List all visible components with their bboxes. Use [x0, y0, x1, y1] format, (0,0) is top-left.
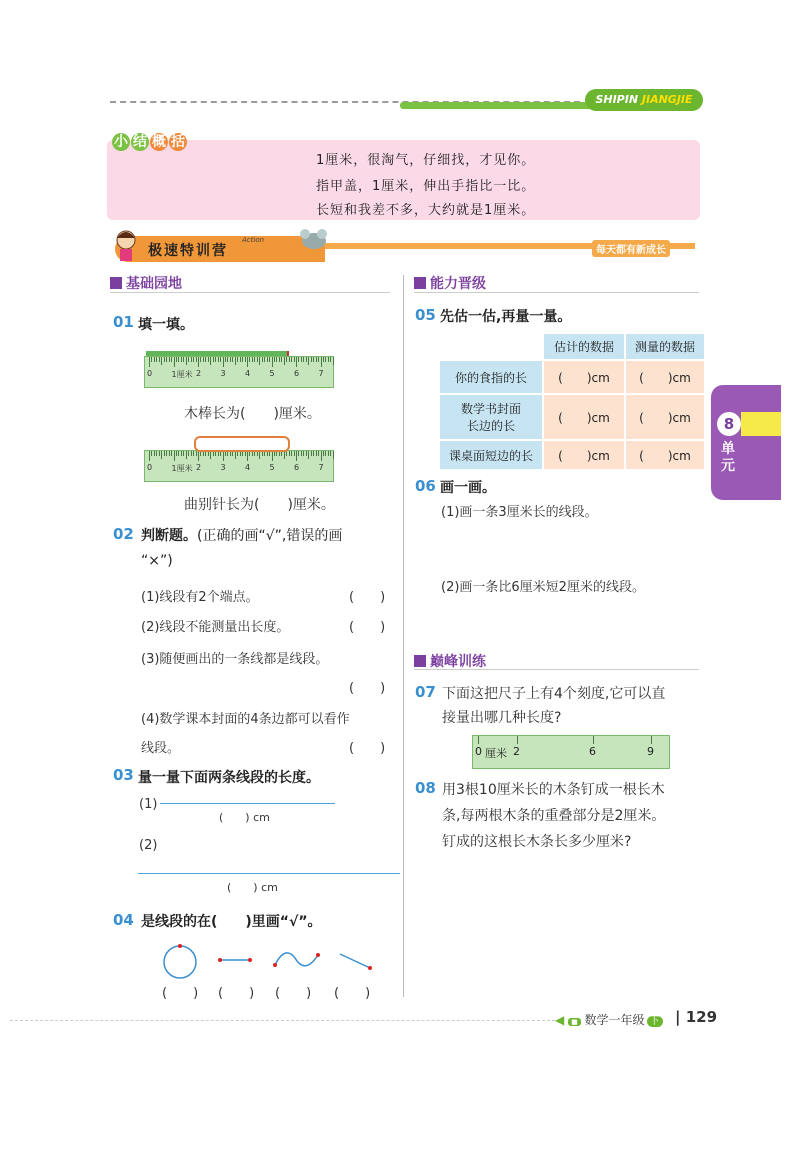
ruler-tick	[279, 357, 280, 362]
ruler-tick	[174, 451, 175, 461]
ruler-tick	[247, 357, 248, 367]
section-basic: 基础园地	[110, 273, 182, 293]
ruler-tick	[303, 451, 304, 456]
ruler-tick	[313, 451, 314, 456]
q06-number: 06	[415, 477, 436, 495]
q03-title: 量一量下面两条线段的长度。	[138, 770, 320, 786]
ruler-tick	[169, 451, 170, 456]
ruler-tick	[333, 451, 334, 459]
ruler-tick	[262, 357, 263, 362]
ruler-tick	[151, 451, 152, 456]
ruler-tick	[166, 451, 167, 456]
q02-title: 判断题。	[141, 528, 197, 544]
ruler-tick	[156, 451, 157, 456]
summary-line: 长短和我差不多，大约就是1厘米。	[316, 203, 536, 218]
q01-blank-b[interactable]: 曲别针长为( )厘米。	[184, 497, 335, 513]
q01-title: 填一填。	[138, 317, 194, 333]
ruler-tick	[210, 451, 211, 459]
ruler-tick	[159, 451, 160, 456]
row-label: 数学书封面 长边的长	[439, 394, 543, 440]
section-underline	[414, 669, 699, 670]
ruler-tick	[242, 357, 243, 362]
q07-line: 接量出哪几种长度?	[442, 710, 562, 726]
ruler-tick	[311, 451, 312, 456]
ruler-label: 1厘米	[171, 464, 193, 473]
footer-logo-icon: ■	[568, 1018, 581, 1026]
ruler-q07	[472, 735, 670, 769]
ruler-label: 4	[245, 463, 251, 472]
measure-cell[interactable]: ( )cm	[625, 360, 705, 394]
ruler-tick	[171, 451, 172, 456]
banner-title: 极速特训营	[148, 243, 228, 259]
ruler-label: 4	[245, 369, 251, 378]
ruler-label: 2	[196, 463, 202, 472]
ruler-tick	[181, 451, 182, 456]
ruler-tick	[223, 451, 224, 461]
measure-cell[interactable]: ( )cm	[625, 394, 705, 440]
ruler-tick	[301, 357, 302, 362]
ruler-tick	[303, 357, 304, 362]
ruler-tick	[188, 357, 189, 362]
ruler-tick	[232, 357, 233, 362]
q06-item-1: (1)画一条3厘米长的线段。	[441, 505, 598, 520]
ruler-tick	[321, 451, 322, 461]
banner-tag: Action	[242, 236, 265, 244]
measure-cell[interactable]: ( )cm	[625, 440, 705, 470]
q02-item: (2)线段不能测量出长度。	[141, 620, 290, 635]
ruler-tick	[208, 357, 209, 362]
estimate-cell[interactable]: ( )cm	[543, 360, 625, 394]
ruler-tick	[235, 451, 236, 459]
segment-1	[160, 803, 335, 804]
ruler-tick	[651, 736, 652, 744]
ruler-tick	[205, 357, 206, 362]
ruler-tick	[210, 357, 211, 365]
ruler-tick	[193, 451, 194, 456]
ruler-label: 厘米	[485, 747, 507, 760]
paper-clip-icon	[194, 436, 290, 452]
ruler-tick	[203, 357, 204, 362]
ruler-tick	[308, 357, 309, 365]
ruler-label: 3	[220, 369, 226, 378]
ruler-tick	[284, 357, 285, 365]
ruler-tick	[276, 357, 277, 362]
ruler-tick	[171, 357, 172, 362]
ruler-tick	[308, 451, 309, 459]
ruler-tick	[289, 451, 290, 456]
ruler-tick	[264, 357, 265, 362]
ruler-label: 0	[147, 369, 153, 378]
ruler-tick	[220, 357, 221, 362]
ruler-tick	[237, 357, 238, 362]
ruler-label: 2	[513, 745, 520, 758]
ruler-tick	[240, 357, 241, 362]
ruler-tick	[218, 357, 219, 362]
ruler-label: 1厘米	[171, 370, 193, 379]
section-underline	[414, 292, 699, 293]
unit-tab[interactable]	[711, 385, 781, 500]
q01-blank-a[interactable]: 木棒长为( )厘米。	[184, 406, 321, 422]
ruler-tick	[164, 357, 165, 362]
q04-answer[interactable]: ( )	[162, 986, 199, 1001]
ruler-tick	[291, 357, 292, 362]
ruler-tick	[156, 357, 157, 362]
ruler-tick	[176, 357, 177, 362]
ruler-tick	[328, 357, 329, 362]
ruler-label: 0	[475, 745, 482, 758]
ruler-tick	[247, 451, 248, 461]
q04-title: 是线段的在( )里画“√”。	[141, 914, 322, 930]
ruler-tick	[176, 451, 177, 456]
summary-line: 指甲盖，1厘米，伸出手指比一比。	[316, 179, 536, 194]
ruler-tick	[183, 451, 184, 456]
q02-number: 02	[113, 525, 134, 543]
unit-label: 单元	[721, 441, 735, 474]
q02-answer[interactable]: ( )	[349, 620, 386, 635]
q06-title: 画一画。	[440, 480, 496, 496]
q04-number: 04	[113, 911, 134, 929]
ruler-tick	[196, 451, 197, 456]
section-ability: 能力晋级	[414, 273, 486, 293]
ruler-tick	[223, 357, 224, 367]
q03-label-1: (1)	[139, 797, 158, 812]
ruler-tick	[301, 451, 302, 456]
q03-number: 03	[113, 766, 134, 784]
ruler-tick	[235, 357, 236, 365]
ruler-tick	[174, 357, 175, 367]
estimate-cell[interactable]: ( )cm	[543, 440, 625, 470]
footer-arrow-icon: ◀	[555, 1013, 565, 1027]
ruler-tick	[225, 357, 226, 362]
q02-item: 线段。	[141, 741, 181, 756]
ruler-tick	[306, 357, 307, 362]
q08-number: 08	[415, 779, 436, 797]
ruler-label: 9	[647, 745, 654, 758]
ruler-tick	[298, 451, 299, 456]
q04-answer[interactable]: ( )	[334, 986, 371, 1001]
q07-line: 下面这把尺子上有4个刻度,它可以直	[442, 686, 666, 702]
q01-number: 01	[113, 313, 134, 331]
ruler-tick	[274, 357, 275, 362]
ruler-label: 5	[269, 369, 275, 378]
ruler-label: 3	[220, 463, 226, 472]
ruler-tick	[294, 451, 295, 456]
ruler-tick	[323, 451, 324, 456]
ruler-tick	[286, 451, 287, 456]
ruler-tick	[200, 357, 201, 362]
ruler-tick	[149, 451, 150, 461]
ruler-tick	[186, 357, 187, 365]
ruler-tick	[215, 357, 216, 362]
ruler-tick	[159, 357, 160, 362]
ruler-tick	[593, 736, 594, 744]
ruler-tick	[198, 357, 199, 367]
ruler-tick	[198, 451, 199, 461]
q02-item: (4)数学课本封面的4条边都可以看作	[141, 712, 350, 727]
girl-mascot-icon	[112, 226, 142, 266]
header-badge: SHIPIN JIANGJIE	[585, 89, 703, 111]
ruler-tick	[318, 451, 319, 456]
ruler-tick	[298, 357, 299, 362]
ruler-tick	[257, 357, 258, 362]
ruler-tick	[259, 451, 260, 459]
summary-title: 小 结 概 括	[114, 134, 185, 150]
ruler-tick	[249, 357, 250, 362]
q08-line: 条,每两根木条的重叠部分是2厘米。	[442, 808, 666, 824]
ruler-tick	[281, 357, 282, 362]
ruler-tick	[296, 451, 297, 461]
ruler-tick	[193, 357, 194, 362]
ruler-tick	[151, 357, 152, 362]
ruler-label: 0	[147, 463, 153, 472]
q05-number: 05	[415, 306, 436, 324]
ruler-tick	[311, 357, 312, 362]
q07-number: 07	[415, 683, 436, 701]
q02-note-2: “×”)	[141, 553, 173, 569]
wooden-stick	[146, 351, 289, 356]
ruler-tick	[294, 357, 295, 362]
ruler-label: 7	[318, 369, 324, 378]
ruler-tick	[161, 451, 162, 459]
ruler-tick	[191, 451, 192, 456]
ruler-tick	[323, 357, 324, 362]
ruler-tick	[333, 357, 334, 365]
ruler-tick	[166, 357, 167, 362]
ruler-tick	[313, 357, 314, 362]
ruler-tick	[296, 357, 297, 367]
ruler-tick	[213, 357, 214, 362]
section-peak: 巅峰训练	[414, 651, 486, 671]
q04-answer[interactable]: ( )	[275, 986, 312, 1001]
ruler-tick	[478, 736, 479, 744]
ruler-tick	[230, 357, 231, 362]
ruler-tick	[272, 357, 273, 367]
ruler-tick	[183, 357, 184, 362]
unit-tab-stripe	[741, 412, 781, 436]
ruler-tick	[252, 357, 253, 362]
q08-line: 用3根10厘米长的木条钉成一根长木	[442, 782, 665, 798]
q06-item-2: (2)画一条比6厘米短2厘米的线段。	[441, 580, 645, 595]
ruler-tick	[191, 357, 192, 362]
ruler-tick	[321, 357, 322, 367]
summary-line: 1厘米，很淘气，仔细找，才见你。	[316, 153, 536, 168]
ruler-tick	[161, 357, 162, 365]
ruler-tick	[318, 357, 319, 362]
ruler-tick	[186, 451, 187, 459]
ruler-tick	[330, 357, 331, 362]
segment-2	[138, 873, 400, 874]
q03-blank-1[interactable]: ( ) cm	[219, 811, 270, 824]
ruler-tick	[149, 357, 150, 367]
ruler-tick	[154, 357, 155, 362]
q04-figures	[160, 940, 380, 980]
ruler-tick	[196, 357, 197, 362]
q02-answer[interactable]: ( )	[349, 681, 386, 696]
col-measure: 测量的数据	[625, 333, 705, 360]
ruler-tick	[306, 451, 307, 456]
ruler-tick	[284, 451, 285, 459]
ruler-tick	[188, 451, 189, 456]
q05-title: 先估一估,再量一量。	[440, 309, 572, 325]
q02-answer[interactable]: ( )	[349, 741, 386, 756]
footer-text: ◀ ■ 数学一年级 下	[555, 1011, 663, 1028]
ruler-tick	[316, 357, 317, 362]
ruler-label: 7	[318, 463, 324, 472]
ruler-label: 6	[294, 369, 300, 378]
unit-number: 8	[717, 412, 741, 436]
ruler-tick	[269, 357, 270, 362]
ruler-label: 6	[589, 745, 596, 758]
ruler-tick	[330, 451, 331, 456]
q03-blank-2[interactable]: ( ) cm	[227, 881, 278, 894]
ruler-tick	[178, 357, 179, 362]
ruler-tick	[325, 451, 326, 456]
q02-item: (3)随便画出的一条线都是线段。	[141, 652, 329, 667]
ruler-tick	[291, 451, 292, 456]
ruler-tick	[316, 451, 317, 456]
banner-slogan: 每天都有新成长	[592, 240, 670, 257]
q02-item: (1)线段有2个端点。	[141, 590, 259, 605]
ruler-tick	[169, 357, 170, 362]
q04-answer[interactable]: ( )	[218, 986, 255, 1001]
column-divider	[403, 275, 404, 997]
q02-answer[interactable]: ( )	[349, 590, 386, 605]
ruler-tick	[328, 451, 329, 456]
col-estimate: 估计的数据	[543, 333, 625, 360]
ruler-tick	[178, 451, 179, 456]
footer-divider	[10, 1020, 555, 1021]
page-number: | 129	[675, 1008, 718, 1026]
row-label: 你的食指的长	[439, 360, 543, 394]
ruler-tick	[267, 357, 268, 362]
ruler-tick	[227, 357, 228, 362]
ruler-tick	[286, 357, 287, 362]
ruler-label: 5	[269, 463, 275, 472]
section-underline	[110, 292, 390, 293]
ruler-tick	[245, 357, 246, 362]
row-label: 课桌面短边的长	[439, 440, 543, 470]
ruler-tick	[289, 357, 290, 362]
ruler-tick	[154, 451, 155, 456]
ruler-tick	[325, 357, 326, 362]
ruler-1	[144, 356, 334, 388]
ruler-tick	[272, 451, 273, 461]
ruler-label: 6	[294, 463, 300, 472]
ruler-label: 2	[196, 369, 202, 378]
q08-line: 钉成的这根长木条长多少厘米?	[442, 834, 632, 850]
ruler-tick	[254, 357, 255, 362]
q02-note: (正确的画“√”,错误的画	[197, 528, 343, 544]
ruler-2	[144, 450, 334, 482]
estimate-table	[438, 332, 706, 471]
q03-label-2: (2)	[139, 838, 158, 853]
ruler-tick	[181, 357, 182, 362]
ruler-tick	[517, 736, 518, 744]
ruler-tick	[164, 451, 165, 456]
estimate-cell[interactable]: ( )cm	[543, 394, 625, 440]
ruler-tick	[259, 357, 260, 365]
